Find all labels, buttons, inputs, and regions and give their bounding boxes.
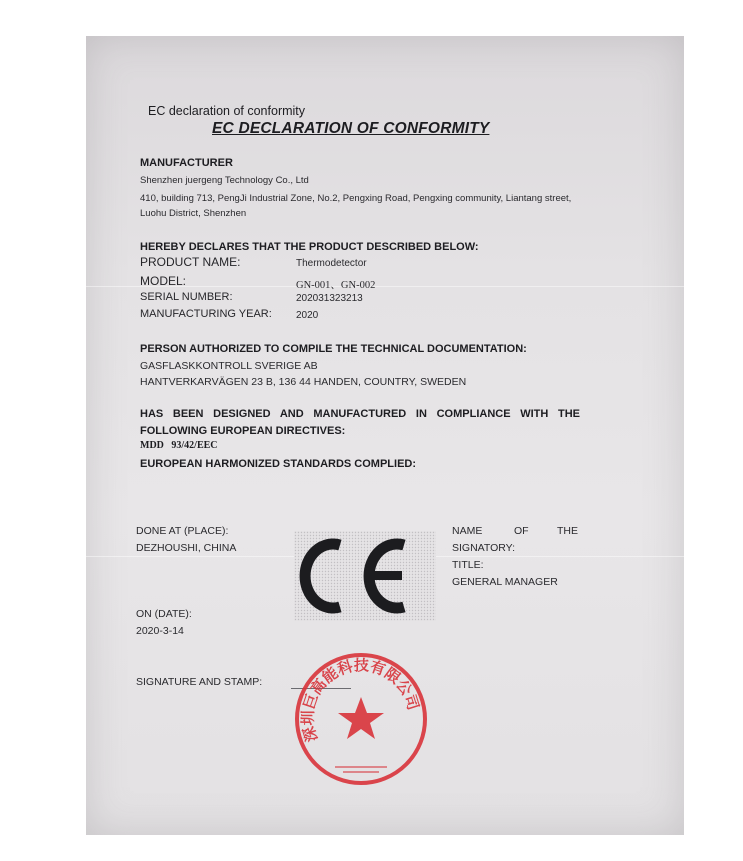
title-value: GENERAL MANAGER: [452, 576, 558, 588]
model-value: GN-001、GN-002: [296, 280, 376, 291]
small-title: EC declaration of conformity: [148, 104, 306, 118]
product-intro: HEREBY DECLARES THAT THE PRODUCT DESCRIBED BELOW:: [140, 241, 479, 253]
signature-label: SIGNATURE AND STAMP:: [136, 676, 263, 688]
authorized-company: GASFLASKKONTROLL SVERIGE AB: [140, 360, 318, 372]
standards-heading: EUROPEAN HARMONIZED STANDARDS COMPLIED:: [140, 458, 417, 470]
stamp-text: 深圳巨高能科技有限公司: [298, 656, 423, 744]
name-label-word1: NAME: [452, 525, 483, 537]
manufacturer-heading: MANUFACTURER: [140, 157, 233, 169]
product-name-label: PRODUCT NAME:: [140, 255, 241, 269]
serial-value: 202031323213: [296, 293, 363, 304]
model-label: MODEL:: [140, 274, 187, 288]
name-label-word3: THE: [557, 525, 578, 537]
date-label: ON (DATE):: [136, 608, 192, 620]
authorized-address: HANTVERKARVÄGEN 23 B, 136 44 HANDEN, COUNTRY, SWEDEN: [140, 376, 467, 388]
name-label-word2: OF: [514, 525, 529, 537]
signatory-label: SIGNATORY:: [452, 542, 516, 554]
year-value: 2020: [296, 310, 319, 321]
year-label: MANUFACTURING YEAR:: [140, 308, 272, 320]
ce-mark: [294, 531, 436, 626]
compliance-line1: HAS BEEN DESIGNED AND MANUFACTURED IN COMPLIANCE WITH THE: [140, 408, 580, 420]
place-value: DEZHOUSHI, CHINA: [136, 542, 237, 554]
title-label: TITLE:: [452, 559, 484, 571]
manufacturer-name: Shenzhen juergeng Technology Co., Ltd: [140, 175, 309, 186]
manufacturer-address-line1: 410, building 713, PengJi Industrial Zone, No.2, Pengxing Road, Pengxing community, Liantang street,: [140, 193, 572, 204]
document-photo: [86, 36, 684, 835]
company-stamp: [291, 649, 431, 794]
serial-label: SERIAL NUMBER:: [140, 291, 233, 303]
main-title: EC DECLARATION OF CONFORMITY: [212, 120, 490, 137]
done-at-label: DONE AT (PLACE):: [136, 525, 229, 537]
manufacturer-address-line2: Luohu District, Shenzhen: [140, 208, 247, 219]
directive: MDD 93/42/EEC: [140, 440, 218, 451]
product-name-value: Thermodetector: [296, 258, 367, 269]
date-value: 2020-3-14: [136, 625, 184, 637]
authorized-heading: PERSON AUTHORIZED TO COMPILE THE TECHNICAL DOCUMENTATION:: [140, 343, 527, 355]
compliance-line2: FOLLOWING EUROPEAN DIRECTIVES:: [140, 425, 346, 437]
